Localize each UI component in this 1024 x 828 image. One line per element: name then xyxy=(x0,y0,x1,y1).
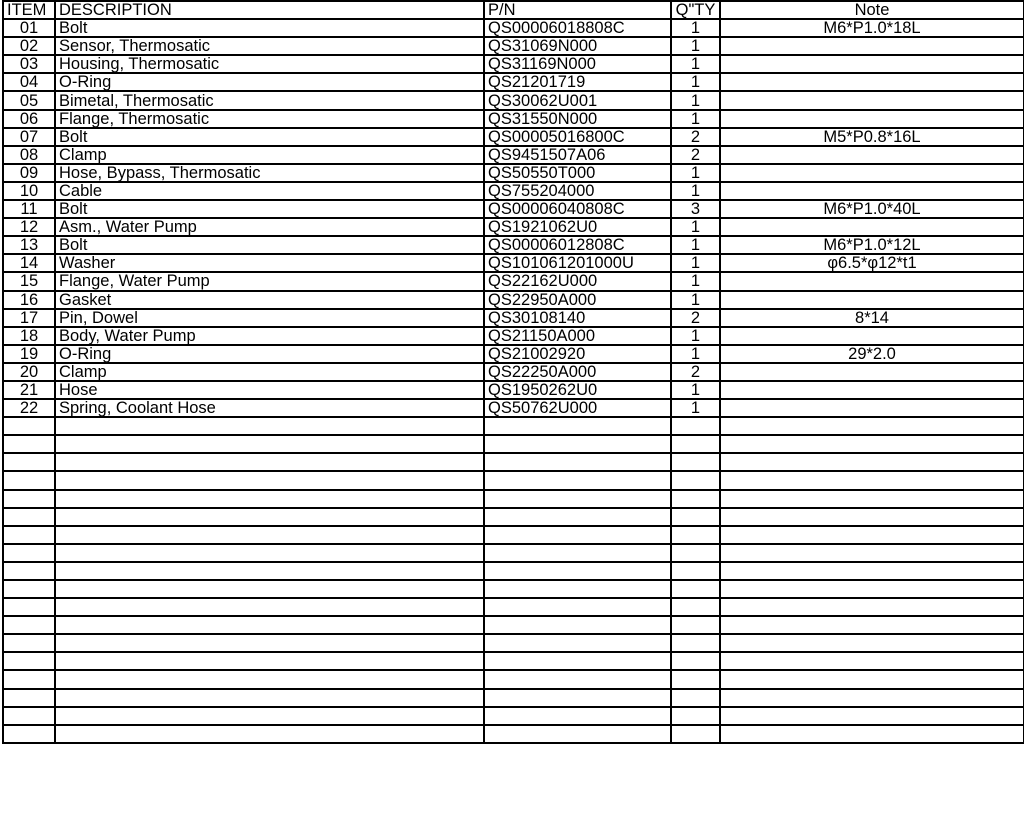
table-row xyxy=(3,471,1024,489)
cell-note xyxy=(720,164,1024,182)
cell-note xyxy=(720,435,1024,453)
table-row xyxy=(3,327,1024,345)
cell-item xyxy=(3,417,55,435)
cell-item xyxy=(3,471,55,489)
cell-item: 04 xyxy=(3,73,55,91)
cell-part-number: QS21150A000 xyxy=(484,327,671,345)
cell-note xyxy=(720,453,1024,471)
cell-description xyxy=(55,490,484,508)
cell-description xyxy=(55,453,484,471)
cell-description: Washer xyxy=(55,254,484,272)
cell-quantity: 2 xyxy=(671,363,720,381)
cell-part-number: QS31169N000 xyxy=(484,55,671,73)
cell-description xyxy=(55,526,484,544)
cell-note: M6*P1.0*18L xyxy=(720,19,1024,37)
cell-item xyxy=(3,580,55,598)
table-row xyxy=(3,55,1024,73)
cell-part-number: QS22950A000 xyxy=(484,291,671,309)
cell-description: Bolt xyxy=(55,200,484,218)
cell-item: 10 xyxy=(3,182,55,200)
table-row xyxy=(3,490,1024,508)
cell-part-number xyxy=(484,544,671,562)
cell-part-number: QS30062U001 xyxy=(484,91,671,109)
cell-item: 17 xyxy=(3,309,55,327)
cell-part-number xyxy=(484,562,671,580)
cell-item xyxy=(3,652,55,670)
cell-quantity xyxy=(671,670,720,688)
cell-quantity: 2 xyxy=(671,128,720,146)
cell-description: Bolt xyxy=(55,128,484,146)
table-row xyxy=(3,236,1024,254)
cell-quantity xyxy=(671,417,720,435)
cell-note xyxy=(720,182,1024,200)
cell-note: 29*2.0 xyxy=(720,345,1024,363)
cell-part-number: QS00005016800C xyxy=(484,128,671,146)
table-row xyxy=(3,417,1024,435)
cell-description: Asm., Water Pump xyxy=(55,218,484,236)
cell-item: 14 xyxy=(3,254,55,272)
cell-quantity: 1 xyxy=(671,254,720,272)
cell-description: Flange, Water Pump xyxy=(55,272,484,290)
table-row xyxy=(3,146,1024,164)
cell-description xyxy=(55,580,484,598)
cell-item xyxy=(3,526,55,544)
cell-description xyxy=(55,598,484,616)
cell-part-number: QS50550T000 xyxy=(484,164,671,182)
cell-quantity: 1 xyxy=(671,399,720,417)
cell-description: Clamp xyxy=(55,146,484,164)
table-row xyxy=(3,272,1024,290)
cell-quantity: 1 xyxy=(671,73,720,91)
cell-quantity xyxy=(671,689,720,707)
cell-part-number xyxy=(484,453,671,471)
cell-description xyxy=(55,508,484,526)
cell-item: 22 xyxy=(3,399,55,417)
cell-description: Spring, Coolant Hose xyxy=(55,399,484,417)
cell-quantity xyxy=(671,616,720,634)
cell-item: 18 xyxy=(3,327,55,345)
cell-note xyxy=(720,327,1024,345)
cell-note xyxy=(720,707,1024,725)
table-row xyxy=(3,616,1024,634)
cell-quantity: 1 xyxy=(671,19,720,37)
table-row xyxy=(3,544,1024,562)
cell-quantity xyxy=(671,526,720,544)
cell-quantity: 1 xyxy=(671,381,720,399)
cell-item: 09 xyxy=(3,164,55,182)
cell-item: 11 xyxy=(3,200,55,218)
cell-item: 13 xyxy=(3,236,55,254)
cell-part-number xyxy=(484,526,671,544)
cell-item: 19 xyxy=(3,345,55,363)
table-row xyxy=(3,562,1024,580)
table-row xyxy=(3,73,1024,91)
cell-part-number: QS00006018808C xyxy=(484,19,671,37)
cell-item xyxy=(3,634,55,652)
table-row xyxy=(3,37,1024,55)
cell-item: 08 xyxy=(3,146,55,164)
cell-part-number: QS50762U000 xyxy=(484,399,671,417)
cell-note: M6*P1.0*12L xyxy=(720,236,1024,254)
cell-note xyxy=(720,73,1024,91)
cell-item xyxy=(3,508,55,526)
cell-quantity: 1 xyxy=(671,218,720,236)
table-row xyxy=(3,670,1024,688)
cell-item: 21 xyxy=(3,381,55,399)
cell-note xyxy=(720,417,1024,435)
cell-item: 03 xyxy=(3,55,55,73)
table-row xyxy=(3,164,1024,182)
cell-description xyxy=(55,725,484,743)
cell-part-number xyxy=(484,725,671,743)
cell-quantity xyxy=(671,453,720,471)
cell-quantity: 1 xyxy=(671,272,720,290)
cell-note xyxy=(720,272,1024,290)
cell-item: 05 xyxy=(3,91,55,109)
cell-quantity xyxy=(671,490,720,508)
cell-quantity xyxy=(671,435,720,453)
cell-part-number: QS31550N000 xyxy=(484,110,671,128)
cell-item: 02 xyxy=(3,37,55,55)
cell-description xyxy=(55,634,484,652)
cell-description: Cable xyxy=(55,182,484,200)
cell-part-number: QS22250A000 xyxy=(484,363,671,381)
cell-note xyxy=(720,291,1024,309)
cell-note xyxy=(720,544,1024,562)
cell-part-number: QS9451507A06 xyxy=(484,146,671,164)
cell-part-number: QS00006012808C xyxy=(484,236,671,254)
cell-note xyxy=(720,110,1024,128)
cell-description xyxy=(55,616,484,634)
cell-quantity xyxy=(671,634,720,652)
cell-note xyxy=(720,526,1024,544)
cell-part-number: QS30108140 xyxy=(484,309,671,327)
table-row xyxy=(3,580,1024,598)
cell-quantity xyxy=(671,707,720,725)
cell-description: Housing, Thermosatic xyxy=(55,55,484,73)
cell-description: Gasket xyxy=(55,291,484,309)
table-row xyxy=(3,291,1024,309)
cell-item: 07 xyxy=(3,128,55,146)
column-header-quantity: Q"TY xyxy=(671,1,720,19)
cell-item xyxy=(3,544,55,562)
table-row xyxy=(3,435,1024,453)
cell-note xyxy=(720,399,1024,417)
cell-quantity: 1 xyxy=(671,91,720,109)
cell-item xyxy=(3,707,55,725)
cell-note: M5*P0.8*16L xyxy=(720,128,1024,146)
cell-description xyxy=(55,670,484,688)
table-header-row xyxy=(3,1,1024,19)
cell-quantity: 3 xyxy=(671,200,720,218)
cell-item: 12 xyxy=(3,218,55,236)
cell-description xyxy=(55,707,484,725)
cell-quantity xyxy=(671,562,720,580)
cell-note xyxy=(720,471,1024,489)
cell-quantity: 1 xyxy=(671,110,720,128)
cell-part-number: QS31069N000 xyxy=(484,37,671,55)
table-row xyxy=(3,128,1024,146)
table-row xyxy=(3,19,1024,37)
cell-part-number xyxy=(484,616,671,634)
cell-note xyxy=(720,218,1024,236)
cell-part-number xyxy=(484,508,671,526)
cell-part-number xyxy=(484,689,671,707)
column-header-part-number: P/N xyxy=(484,1,671,19)
cell-part-number: QS22162U000 xyxy=(484,272,671,290)
cell-part-number: QS21002920 xyxy=(484,345,671,363)
cell-note xyxy=(720,616,1024,634)
table-row xyxy=(3,707,1024,725)
cell-note xyxy=(720,381,1024,399)
table-row xyxy=(3,725,1024,743)
cell-part-number xyxy=(484,707,671,725)
cell-part-number: QS755204000 xyxy=(484,182,671,200)
cell-part-number xyxy=(484,670,671,688)
cell-quantity: 1 xyxy=(671,182,720,200)
cell-description: Flange, Thermosatic xyxy=(55,110,484,128)
table-row xyxy=(3,254,1024,272)
cell-note xyxy=(720,580,1024,598)
cell-note xyxy=(720,689,1024,707)
cell-note xyxy=(720,55,1024,73)
table-row xyxy=(3,689,1024,707)
table-row xyxy=(3,200,1024,218)
cell-part-number xyxy=(484,634,671,652)
cell-description xyxy=(55,435,484,453)
table-row xyxy=(3,363,1024,381)
cell-quantity: 1 xyxy=(671,345,720,363)
cell-part-number xyxy=(484,417,671,435)
column-header-note: Note xyxy=(720,1,1024,19)
cell-item xyxy=(3,453,55,471)
cell-part-number xyxy=(484,598,671,616)
column-header-item: ITEM xyxy=(3,1,55,19)
table-body xyxy=(3,19,1024,743)
cell-quantity: 1 xyxy=(671,164,720,182)
cell-quantity: 1 xyxy=(671,37,720,55)
cell-description: Pin, Dowel xyxy=(55,309,484,327)
cell-note xyxy=(720,562,1024,580)
table-row xyxy=(3,345,1024,363)
cell-item: 06 xyxy=(3,110,55,128)
cell-note xyxy=(720,363,1024,381)
parts-list-table xyxy=(2,0,1024,744)
cell-item xyxy=(3,435,55,453)
cell-description xyxy=(55,471,484,489)
table-row xyxy=(3,91,1024,109)
cell-part-number: QS21201719 xyxy=(484,73,671,91)
table-row xyxy=(3,634,1024,652)
table-row xyxy=(3,309,1024,327)
cell-description: Hose xyxy=(55,381,484,399)
cell-description: Hose, Bypass, Thermosatic xyxy=(55,164,484,182)
cell-note xyxy=(720,725,1024,743)
table-row xyxy=(3,526,1024,544)
cell-description: Body, Water Pump xyxy=(55,327,484,345)
cell-item xyxy=(3,725,55,743)
table-row xyxy=(3,218,1024,236)
table-row xyxy=(3,598,1024,616)
cell-description: Clamp xyxy=(55,363,484,381)
cell-part-number: QS1921062U0 xyxy=(484,218,671,236)
cell-note xyxy=(720,146,1024,164)
cell-quantity xyxy=(671,580,720,598)
cell-item: 01 xyxy=(3,19,55,37)
cell-quantity: 1 xyxy=(671,327,720,345)
table-row xyxy=(3,652,1024,670)
cell-quantity: 1 xyxy=(671,236,720,254)
cell-description: Bimetal, Thermosatic xyxy=(55,91,484,109)
cell-description: O-Ring xyxy=(55,73,484,91)
cell-item xyxy=(3,490,55,508)
cell-part-number xyxy=(484,652,671,670)
cell-note xyxy=(720,670,1024,688)
cell-item: 15 xyxy=(3,272,55,290)
cell-quantity xyxy=(671,471,720,489)
cell-quantity xyxy=(671,652,720,670)
cell-quantity xyxy=(671,508,720,526)
cell-quantity: 1 xyxy=(671,55,720,73)
cell-quantity: 2 xyxy=(671,309,720,327)
cell-item xyxy=(3,616,55,634)
cell-item: 20 xyxy=(3,363,55,381)
cell-description xyxy=(55,417,484,435)
cell-part-number xyxy=(484,435,671,453)
cell-description xyxy=(55,562,484,580)
cell-item xyxy=(3,598,55,616)
cell-item xyxy=(3,689,55,707)
column-header-description: DESCRIPTION xyxy=(55,1,484,19)
cell-note xyxy=(720,91,1024,109)
cell-description: Bolt xyxy=(55,19,484,37)
cell-note xyxy=(720,490,1024,508)
cell-description: O-Ring xyxy=(55,345,484,363)
cell-description: Sensor, Thermosatic xyxy=(55,37,484,55)
cell-note xyxy=(720,598,1024,616)
cell-quantity: 1 xyxy=(671,291,720,309)
table-row xyxy=(3,381,1024,399)
cell-description xyxy=(55,652,484,670)
cell-quantity xyxy=(671,598,720,616)
cell-note xyxy=(720,508,1024,526)
cell-part-number xyxy=(484,580,671,598)
cell-part-number xyxy=(484,490,671,508)
table-row xyxy=(3,110,1024,128)
table-row xyxy=(3,182,1024,200)
cell-description xyxy=(55,544,484,562)
cell-quantity xyxy=(671,544,720,562)
table-row xyxy=(3,508,1024,526)
cell-note xyxy=(720,652,1024,670)
cell-description: Bolt xyxy=(55,236,484,254)
table-row xyxy=(3,453,1024,471)
cell-part-number: QS1950262U0 xyxy=(484,381,671,399)
cell-description xyxy=(55,689,484,707)
cell-quantity: 2 xyxy=(671,146,720,164)
cell-item xyxy=(3,670,55,688)
cell-note: 8*14 xyxy=(720,309,1024,327)
cell-note: M6*P1.0*40L xyxy=(720,200,1024,218)
cell-item: 16 xyxy=(3,291,55,309)
cell-part-number xyxy=(484,471,671,489)
cell-quantity xyxy=(671,725,720,743)
cell-note xyxy=(720,37,1024,55)
cell-part-number: QS00006040808C xyxy=(484,200,671,218)
cell-note xyxy=(720,634,1024,652)
table-row xyxy=(3,399,1024,417)
cell-note: φ6.5*φ12*t1 xyxy=(720,254,1024,272)
cell-item xyxy=(3,562,55,580)
cell-part-number: QS101061201000U xyxy=(484,254,671,272)
